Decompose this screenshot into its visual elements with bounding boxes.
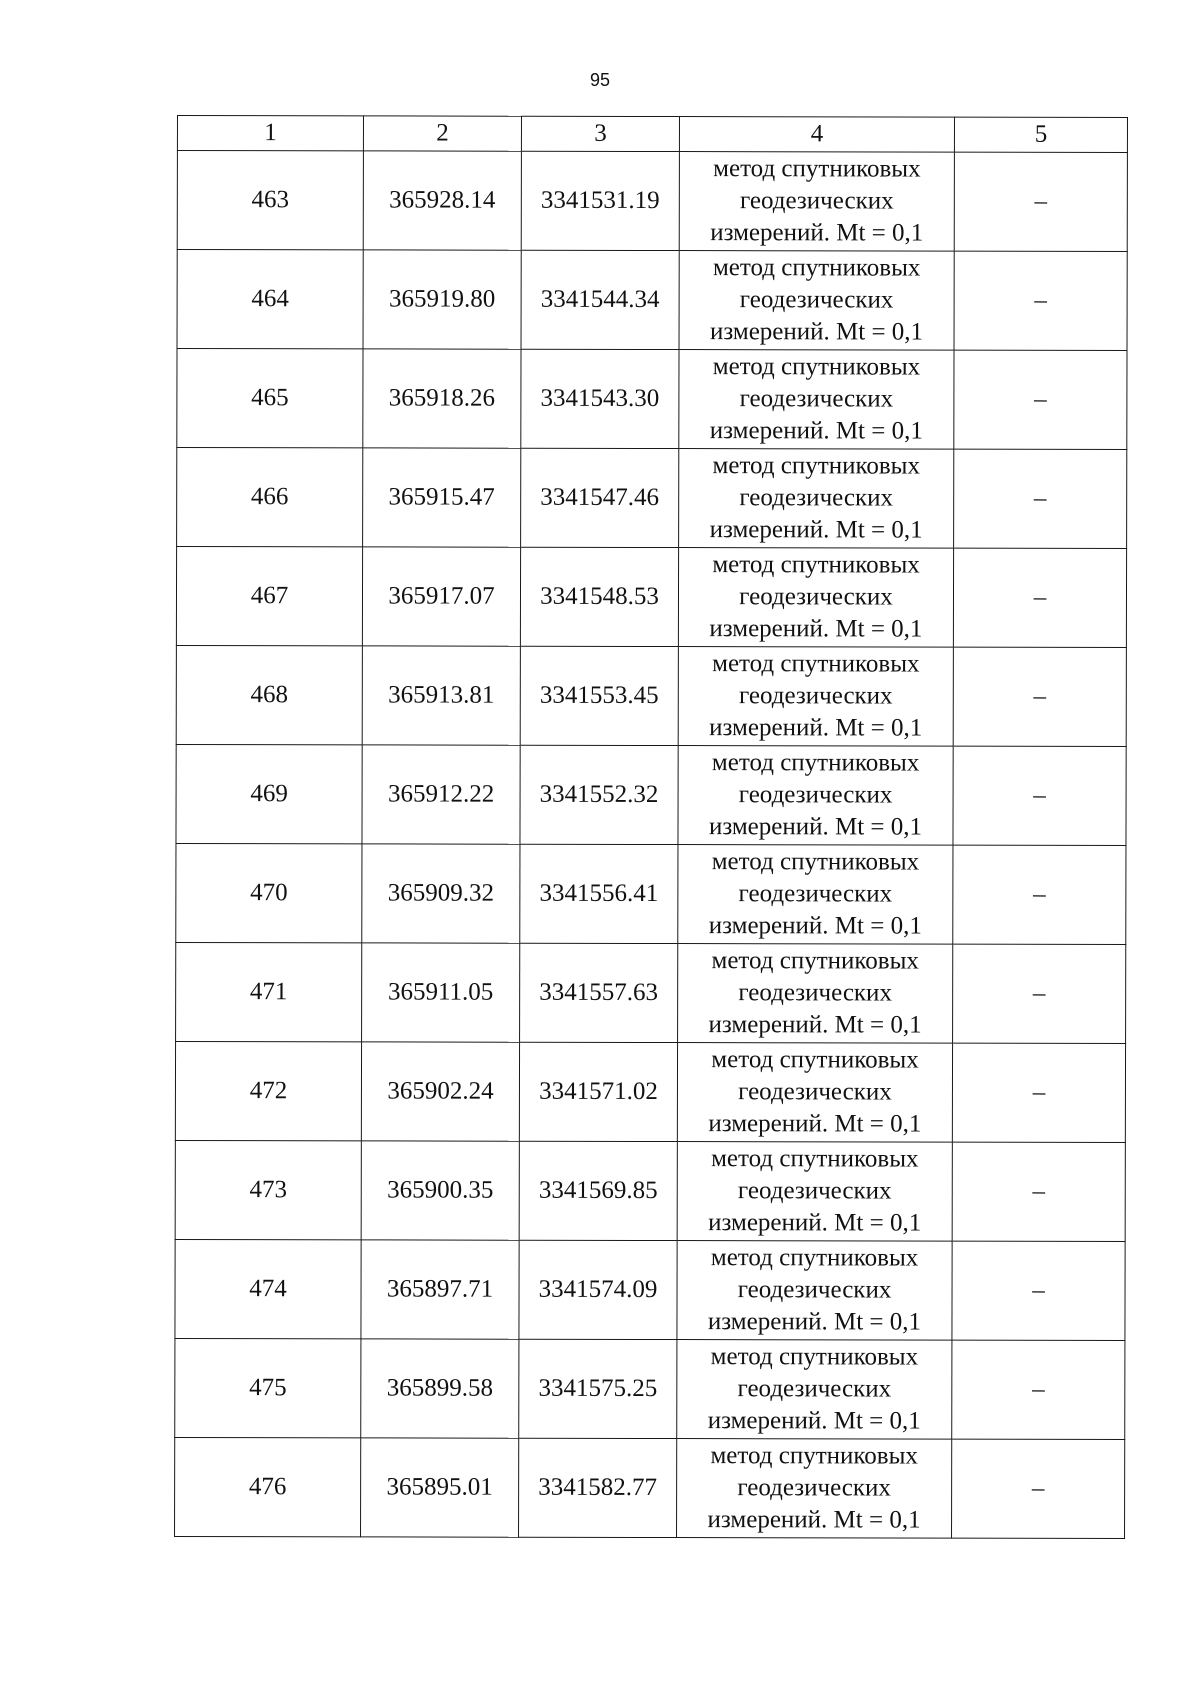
y-coordinate-cell: 3341547.46 (521, 448, 679, 547)
y-coordinate-cell: 3341548.53 (520, 547, 678, 646)
point-number-cell: 468 (176, 645, 362, 744)
table-row (177, 250, 1127, 351)
method-line: измерений. Mt = 0,1 (709, 417, 923, 445)
point-number-cell: 472 (175, 1041, 361, 1140)
method-line: метод спутниковых (711, 1046, 919, 1074)
method-line: метод спутниковых (712, 353, 921, 381)
note-cell: – (952, 1340, 1125, 1439)
point-number-cell: 466 (177, 448, 363, 547)
x-coordinate-cell: 365912.22 (362, 745, 520, 844)
x-coordinate-cell: 365919.80 (363, 250, 521, 349)
table-row (175, 1338, 1125, 1439)
point-number-cell: 473 (175, 1140, 361, 1239)
x-coordinate-cell: 365899.58 (361, 1339, 519, 1438)
note-cell: – (954, 251, 1127, 350)
x-coordinate-cell: 365909.32 (362, 844, 520, 943)
table-header (177, 116, 1127, 153)
point-number-cell: 464 (177, 250, 363, 349)
method-line: метод спутниковых (710, 1442, 918, 1470)
point-number-cell: 476 (175, 1437, 361, 1536)
y-coordinate-cell: 3341552.32 (520, 745, 678, 844)
method-line: измерений. Mt = 0,1 (710, 219, 924, 247)
x-coordinate-cell: 365928.14 (363, 151, 521, 250)
note-cell: – (953, 548, 1126, 647)
method-line: измерений. Mt = 0,1 (708, 1011, 922, 1039)
note-cell: – (952, 1241, 1125, 1340)
point-number-cell: 470 (176, 843, 362, 942)
x-coordinate-cell: 365900.35 (361, 1141, 519, 1240)
table-row (176, 843, 1126, 944)
note-cell: – (953, 746, 1126, 845)
method-line: геодезических (737, 1276, 892, 1304)
method-cell (678, 548, 953, 648)
coordinates-table (174, 115, 1128, 1539)
method-line: геодезических (738, 1078, 892, 1106)
note-cell: – (954, 152, 1127, 251)
method-line: измерений. Mt = 0,1 (709, 615, 923, 643)
method-line: метод спутниковых (711, 848, 920, 876)
y-coordinate-cell: 3341574.09 (519, 1240, 677, 1339)
note-cell: – (952, 1043, 1125, 1142)
y-coordinate-cell: 3341543.30 (521, 349, 679, 448)
y-coordinate-cell: 3341544.34 (521, 250, 679, 349)
point-number-cell: 474 (175, 1239, 361, 1338)
method-cell (678, 746, 953, 846)
method-line: измерений. Mt = 0,1 (708, 912, 922, 940)
method-line: измерений. Mt = 0,1 (708, 1209, 922, 1237)
x-coordinate-cell: 365917.07 (362, 547, 520, 646)
method-line: метод спутниковых (713, 155, 921, 183)
method-cell (679, 152, 954, 252)
method-line: метод спутниковых (712, 650, 920, 678)
point-number-cell: 465 (177, 349, 363, 448)
y-coordinate-cell: 3341575.25 (519, 1339, 677, 1438)
y-coordinate-cell: 3341556.41 (520, 844, 678, 943)
y-coordinate-cell: 3341569.85 (519, 1141, 677, 1240)
method-line: геодезических (739, 286, 894, 314)
x-coordinate-cell: 365911.05 (362, 943, 520, 1042)
method-cell (677, 1439, 952, 1539)
y-coordinate-cell: 3341531.19 (521, 151, 679, 250)
table-row (176, 744, 1126, 845)
table-row (175, 1140, 1125, 1241)
method-cell (678, 845, 953, 945)
method-line: метод спутниковых (712, 551, 920, 579)
header-cell-3: 3 (521, 116, 679, 151)
table-row (177, 448, 1127, 549)
method-line: геодезических (737, 1375, 892, 1403)
header-cell-5: 5 (954, 117, 1127, 152)
method-cell (678, 944, 953, 1044)
header-cell-2: 2 (363, 116, 521, 151)
x-coordinate-cell: 365897.71 (361, 1240, 519, 1339)
method-cell (679, 449, 954, 549)
method-line: геодезических (737, 1474, 891, 1502)
point-number-cell: 475 (175, 1338, 361, 1437)
note-cell: – (952, 1439, 1125, 1538)
note-cell: – (952, 1142, 1125, 1241)
note-cell: – (953, 845, 1126, 944)
table-row (176, 942, 1126, 1043)
x-coordinate-cell: 365895.01 (361, 1438, 519, 1537)
table-row (177, 151, 1127, 252)
page-number: 95 (589, 70, 611, 90)
table-row (175, 1239, 1125, 1340)
y-coordinate-cell: 3341571.02 (519, 1042, 677, 1141)
x-coordinate-cell: 365902.24 (361, 1042, 519, 1141)
point-number-cell: 463 (177, 151, 363, 250)
point-number-cell: 467 (176, 547, 362, 646)
method-line: метод спутниковых (711, 947, 919, 975)
method-line: геодезических (737, 1177, 892, 1205)
note-cell: – (953, 944, 1126, 1043)
header-cell-1: 1 (177, 116, 363, 151)
table-row (176, 645, 1126, 746)
method-cell (677, 1142, 952, 1242)
method-line: измерений. Mt = 0,1 (707, 1407, 921, 1435)
method-line: метод спутниковых (712, 254, 921, 282)
method-line: измерений. Mt = 0,1 (708, 813, 923, 841)
table-row (176, 547, 1126, 648)
method-cell (677, 1340, 952, 1440)
method-cell (678, 647, 953, 747)
point-number-cell: 471 (176, 942, 362, 1041)
method-line: измерений. Mt = 0,1 (709, 318, 924, 346)
method-cell (677, 1043, 952, 1143)
method-line: геодезических (739, 484, 894, 512)
table-row (177, 349, 1127, 450)
method-line: метод спутниковых (711, 1145, 919, 1173)
header-cell-4: 4 (679, 117, 954, 153)
method-line: геодезических (738, 682, 893, 710)
table-row (175, 1041, 1125, 1142)
table-row (175, 1437, 1125, 1538)
method-line: геодезических (739, 583, 893, 611)
table-body (175, 151, 1128, 1539)
method-line: метод спутниковых (712, 452, 920, 480)
method-line: геодезических (739, 187, 894, 215)
method-line: измерений. Mt = 0,1 (709, 516, 923, 544)
note-cell: – (954, 350, 1127, 449)
method-cell (679, 251, 954, 351)
method-cell (677, 1241, 952, 1341)
method-line: метод спутниковых (710, 1244, 919, 1272)
x-coordinate-cell: 365915.47 (363, 448, 521, 547)
method-line: геодезических (738, 880, 893, 908)
y-coordinate-cell: 3341557.63 (520, 943, 678, 1042)
method-line: измерений. Mt = 0,1 (709, 714, 923, 742)
y-coordinate-cell: 3341553.45 (520, 646, 678, 745)
method-line: геодезических (738, 979, 892, 1007)
method-line: метод спутниковых (711, 749, 920, 777)
method-line: измерений. Mt = 0,1 (708, 1110, 922, 1138)
point-number-cell: 469 (176, 744, 362, 843)
method-line: метод спутниковых (710, 1343, 919, 1371)
header-row (177, 116, 1127, 153)
note-cell: – (954, 449, 1127, 548)
method-cell (679, 350, 954, 450)
note-cell: – (953, 647, 1126, 746)
method-line: измерений. Mt = 0,1 (707, 1308, 922, 1336)
y-coordinate-cell: 3341582.77 (519, 1438, 677, 1537)
method-line: геодезических (738, 781, 893, 809)
x-coordinate-cell: 365918.26 (363, 349, 521, 448)
method-line: измерений. Mt = 0,1 (707, 1506, 921, 1534)
x-coordinate-cell: 365913.81 (362, 646, 520, 745)
method-line: геодезических (739, 385, 894, 413)
